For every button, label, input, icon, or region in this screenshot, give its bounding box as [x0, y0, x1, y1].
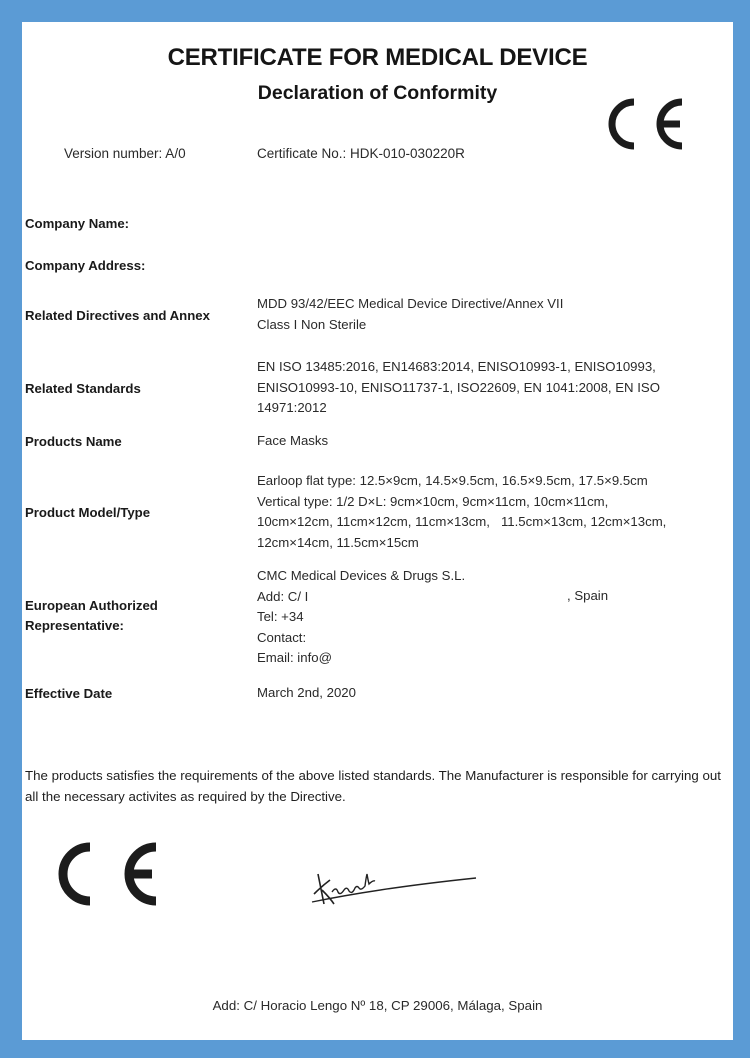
footer-address: Add: C/ Horacio Lengo Nº 18, CP 29006, Málaga, Spain: [212, 998, 543, 1013]
ce-mark-c: [612, 102, 634, 146]
certificate-subtitle: Declaration of Conformity: [257, 82, 498, 104]
directives-label: Related Directives and Annex: [25, 308, 210, 323]
product-model-value: [257, 471, 666, 553]
version-number: Version number: A/0: [64, 146, 186, 161]
eu-rep-label: [25, 596, 158, 636]
product-name-label: Products Name: [25, 434, 122, 449]
certificate-title: CERTIFICATE FOR MEDICAL DEVICE: [167, 44, 588, 71]
standards-label: Related Standards: [25, 381, 141, 396]
directives-line: Class I Non Sterile: [257, 316, 367, 332]
ce-mark-e-bar: [130, 870, 152, 879]
eu-rep-address: Add: C/ I: [257, 588, 309, 604]
eu-rep-name: CMC Medical Devices & Drugs S.L.: [257, 568, 466, 583]
directives-line: MDD 93/42/EEC Medical Device Directive/Annex VII: [257, 296, 564, 311]
company-name-label: Company Name:: [25, 216, 130, 231]
product-name-value: Face Masks: [257, 433, 329, 448]
certificate-number: Certificate No.: HDK-010-030220R: [257, 146, 465, 161]
effective-date-label: Effective Date: [25, 686, 113, 701]
product-model-label: Product Model/Type: [25, 505, 151, 520]
eu-rep-contact: Contact:: [257, 629, 307, 645]
standards-value: [257, 357, 660, 419]
product-model-line: Vertical type: 1/2 D×L: 9cm×10cm, 9cm×11cm, 10cm×11cm,: [257, 493, 609, 509]
eu-rep-label-line: European Authorized: [25, 598, 158, 613]
eu-rep-address-country: , Spain: [567, 588, 609, 603]
directives-value: [257, 294, 563, 335]
ce-mark-e-bar: [662, 121, 680, 128]
signature-stroke: [332, 874, 375, 894]
product-model-line: Earloop flat type: 12.5×9cm, 14.5×9.5cm, 16.5×9.5cm, 17.5×9.5cm: [257, 473, 648, 488]
standards-line: 14971:2012: [257, 400, 327, 415]
effective-date-value: March 2nd, 2020: [257, 685, 356, 700]
eu-rep-tel: Tel: +34: [257, 609, 304, 624]
ce-mark-icon: [40, 842, 162, 906]
ce-mark-icon: [594, 98, 694, 150]
eu-rep-label-line: Representative:: [25, 618, 124, 633]
company-address-label: Company Address:: [25, 258, 146, 273]
standards-line: EN ISO 13485:2016, EN14683:2014, ENISO10993-1, ENISO10993,: [257, 359, 656, 374]
eu-rep-email: Email: info@: [257, 650, 332, 665]
product-model-line: 10cm×12cm, 11cm×12cm, 11cm×13cm, 11.5cm×13cm, 12cm×13cm,: [257, 514, 667, 529]
product-model-line: 12cm×14cm, 11.5cm×15cm: [257, 534, 419, 550]
conformity-statement: The products satisfies the requirements of the above listed standards. The Manufacturer is responsible for carrying out all the necessary activites as required by the Directive.: [25, 768, 721, 804]
certificate-page: [22, 22, 733, 1040]
signature: [300, 860, 480, 910]
eu-rep-value: [257, 566, 465, 669]
ce-mark-c: [63, 847, 90, 901]
standards-line: ENISO10993-10, ENISO11737-1, ISO22609, EN 1041:2008, EN ISO: [257, 379, 660, 395]
